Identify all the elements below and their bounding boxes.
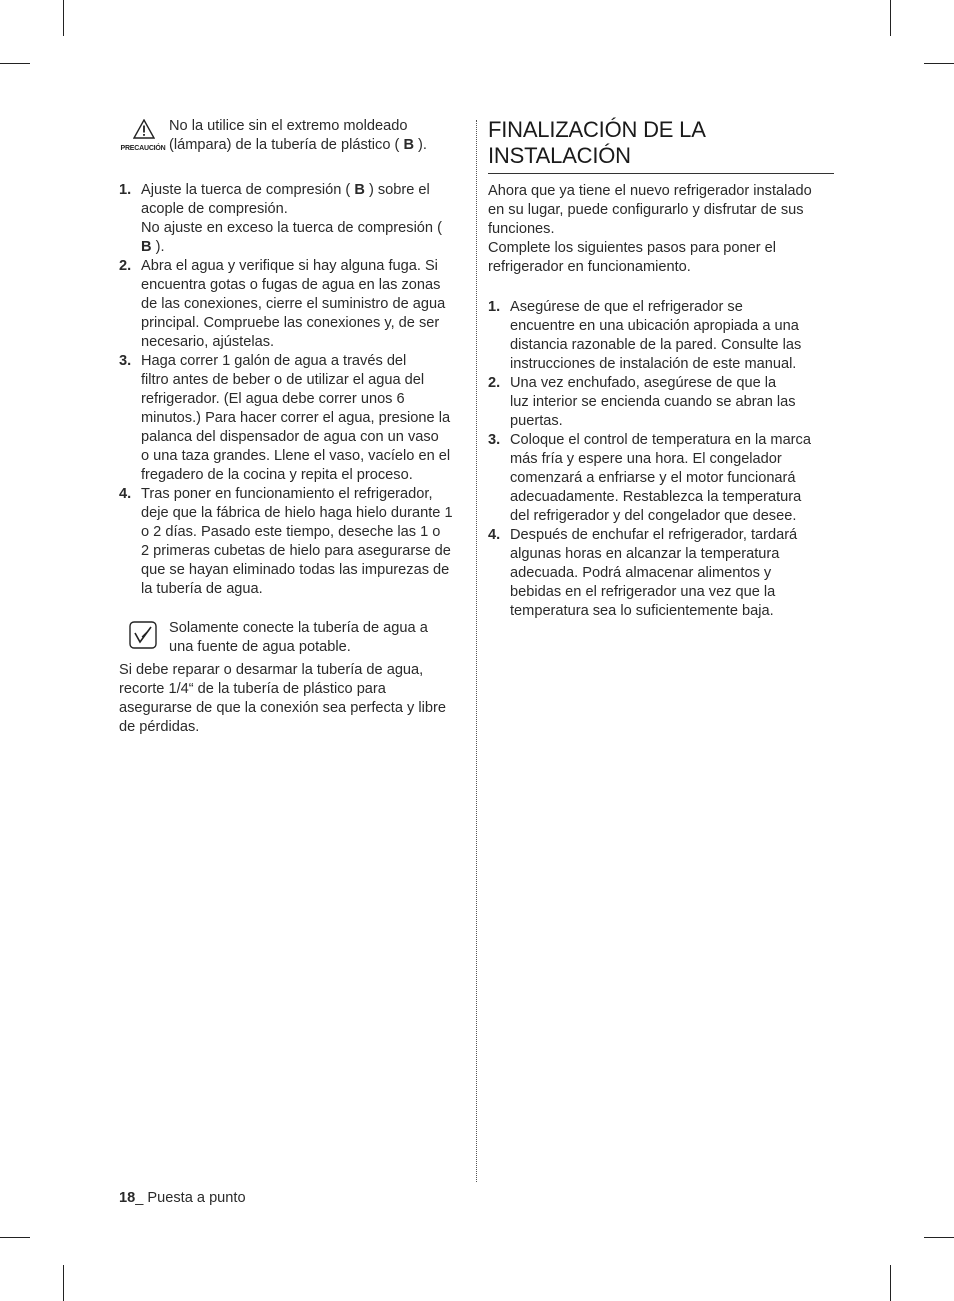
crop-mark [890,0,891,36]
crop-mark [63,1265,64,1301]
list-item: 2. Una vez enchufado, asegúrese de que la luz interior se encienda cuando se abran las puertas. [488,375,796,429]
step-number: 3. [488,432,501,448]
crop-mark [0,63,30,64]
crop-mark [924,63,954,64]
repair-paragraph: Si debe reparar o desarmar la tubería de agua, recorte 1/4“ de la tubería de plástico para asegurarse de que la conexión sea perfecta y libre de pérdidas. [119,662,446,735]
note-icon-box [129,621,157,649]
footer-section: _ Puesta a punto [135,1190,246,1206]
step-number: 1. [119,182,132,198]
caution-text [169,117,469,155]
note-text: Solamente conecte la tubería de agua a una fuente de agua potable. [169,620,428,655]
section-title: FINALIZACIÓN DE LA INSTALACIÓN [488,117,834,174]
step-number: 1. [488,299,501,315]
crop-mark [890,1265,891,1301]
note-pencil-icon [129,621,157,649]
step-number: 2. [488,375,501,391]
caution-label: PRECAUCIÓN [120,145,166,152]
list-item: 4. Tras poner en funcionamiento el refrigerador, deje que la fábrica de hielo haga hielo durante 1 o 2 días. Pasado este tiempo, deseche las 1 o 2 primeras cubetas de hielo para asegurarse de que se hayan eliminado todas las impurezas de la tubería de agua. [119,486,453,597]
step-number: 2. [119,258,132,274]
list-item: 3. Coloque el control de temperatura en la marca más fría y espere una hora. El congelador comenzará a enfriarse y el motor funcionará adecuadamente. Restablezca la temperatura del refrigerador y del congelador que desee. [488,432,811,524]
list-item: 4. Después de enchufar el refrigerador, tardará algunas horas en alcanzar la temperatura adecuada. Podrá almacenar alimentos y bebidas en el refrigerador una vez que la temperatura sea lo suficientemente baja. [488,527,798,619]
install-steps-list [119,181,469,599]
page-number: 18 [119,1190,136,1206]
finish-steps-list [488,298,834,621]
step-number: 3. [119,353,132,369]
step-number: 4. [488,527,501,543]
caution-line: (lámpara) de la tubería de plástico ( B ). [169,137,427,153]
note-notice [119,619,469,657]
list-item: 3. Haga correr 1 galón de agua a través del filtro antes de beber o de utilizar el agua del refrigerador. (El agua debe correr unos 6 minutos.) Para hacer correr el agua, presione la palanca del dispensador de agua con un vaso o una taza grandes. Llene el vaso, vacíelo en el fregadero de la cocina y repita el proceso. [119,353,451,483]
crop-mark [0,1237,30,1238]
right-column [488,117,834,621]
warning-triangle-icon [133,119,155,139]
caution-icon-box [119,119,169,153]
page-footer [119,1190,246,1206]
list-item: 1. Asegúrese de que el refrigerador se encuentre en una ubicación apropiada a una distancia razonable de la pared. Consulte las instrucciones de instalación de este manual. [488,299,802,372]
caution-line: No la utilice sin el extremo moldeado [169,118,408,134]
crop-mark [924,1237,954,1238]
list-item: 1. Ajuste la tuerca de compresión ( B ) sobre el acople de compresión. No ajuste en exceso la tuerca de compresión ( B ). [119,182,442,255]
list-item: 2. Abra el agua y verifique si hay alguna fuga. Si encuentra gotas o fugas de agua en las zonas de las conexiones, cierre el suministro de agua principal. Compruebe las conexiones y, de ser necesario, ajústelas. [119,258,446,350]
left-column [119,117,469,737]
column-divider [476,120,477,1182]
crop-mark [63,0,64,36]
intro-paragraph: Ahora que ya tiene el nuevo refrigerador instalado en su lugar, puede configurarlo y disfrutar de sus funciones. Complete los siguientes pasos para poner el refrigerador en funcionamiento. [488,183,812,275]
step-number: 4. [119,486,132,502]
caution-notice [119,117,469,155]
